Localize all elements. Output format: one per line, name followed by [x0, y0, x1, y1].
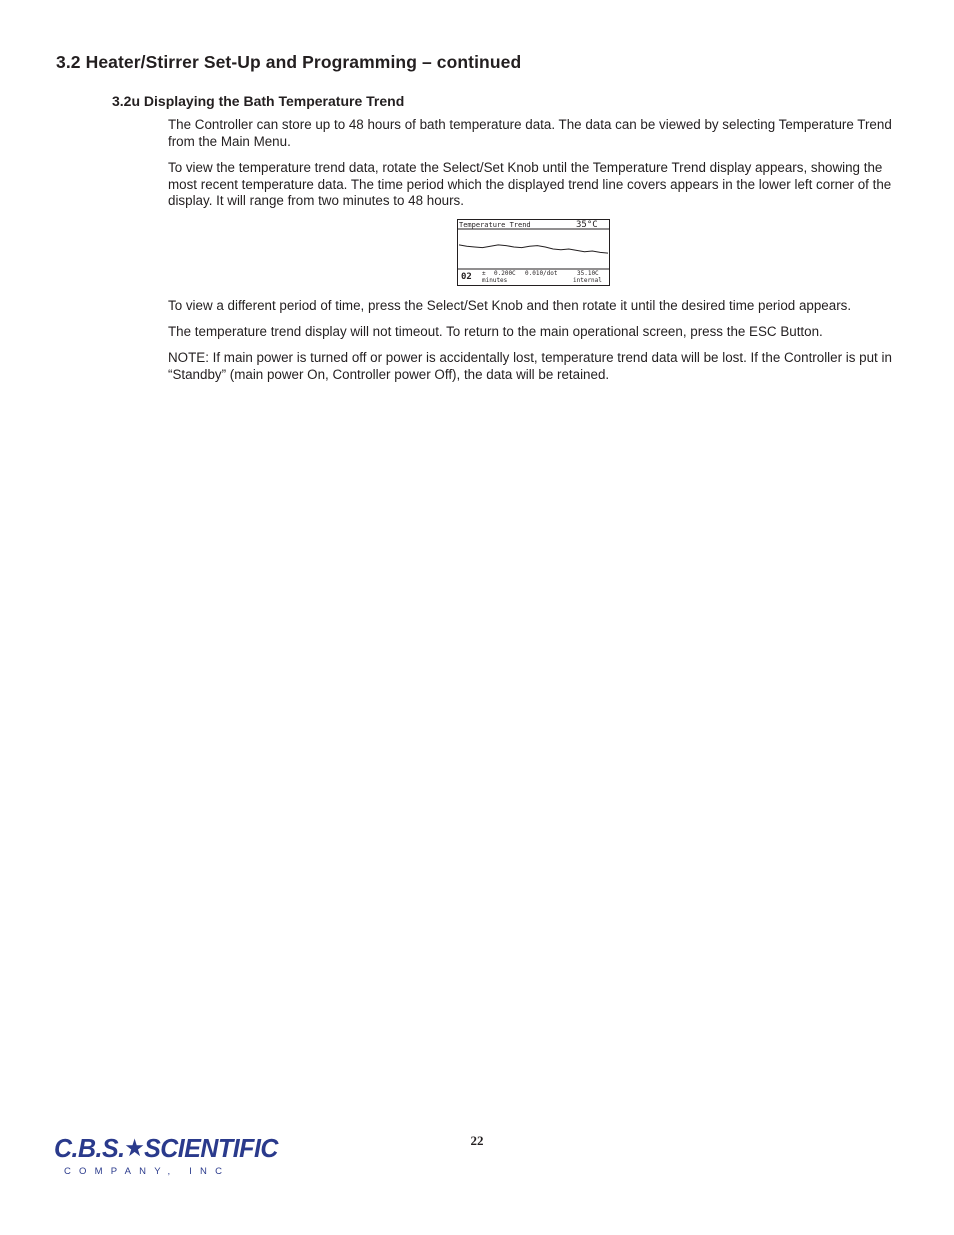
logo-subtitle: COMPANY, INC — [64, 1166, 231, 1177]
lcd-current-label: internal — [573, 277, 602, 284]
paragraph-intro: The Controller can store up to 48 hours of bath temperature data. The data can be viewed by selecting Temperature Trend from the Main Menu. — [168, 117, 892, 149]
lcd-screen — [458, 220, 609, 285]
lcd-range-value: 0.200C — [494, 270, 516, 277]
lcd-temp: 35°C — [576, 220, 598, 230]
temperature-trend-display — [457, 219, 610, 286]
logo-wordmark-right: SCIENTIFIC — [144, 1134, 278, 1164]
paragraph-view-trend: To view the temperature trend data, rotate the Select/Set Knob until the Temperature Trend display appears, showing the most recent temperature data. The time period which the displayed trend line covers appears in the lower left corner of the display. It will range from two minutes to 48 hours. — [168, 160, 892, 209]
subsection-title: 3.2u Displaying the Bath Temperature Trend — [112, 93, 405, 109]
lcd-title: Temperature Trend — [459, 221, 531, 229]
star-icon: ★ — [125, 1137, 144, 1161]
lcd-scale-value: 0.010/dot — [525, 270, 558, 277]
lcd-period: 02 — [461, 272, 472, 282]
lcd-range-symbol: ± — [482, 270, 486, 277]
paragraph-note: NOTE: If main power is turned off or power is accidentally lost, temperature trend data will be lost. If the Controller is put in “Standby” (main power On, Controller power Off), the data will be retained. — [168, 350, 892, 382]
section-title: 3.2 Heater/Stirrer Set-Up and Programming – continued — [56, 52, 522, 72]
company-logo — [54, 1134, 278, 1182]
paragraph-timeout: The temperature trend display will not timeout. To return to the main operational screen, press the ESC Button. — [168, 324, 823, 339]
logo-wordmark-left: C.B.S. — [54, 1134, 125, 1164]
page-number: 22 — [470, 1133, 484, 1148]
lcd-current-value: 35.10C — [577, 270, 599, 277]
trend-line — [459, 245, 608, 253]
logo-wordmark — [54, 1134, 278, 1164]
paragraph-different-period: To view a different period of time, press the Select/Set Knob and then rotate it until the desired time period appears. — [168, 298, 852, 313]
lcd-range-unit: minutes — [482, 277, 508, 284]
